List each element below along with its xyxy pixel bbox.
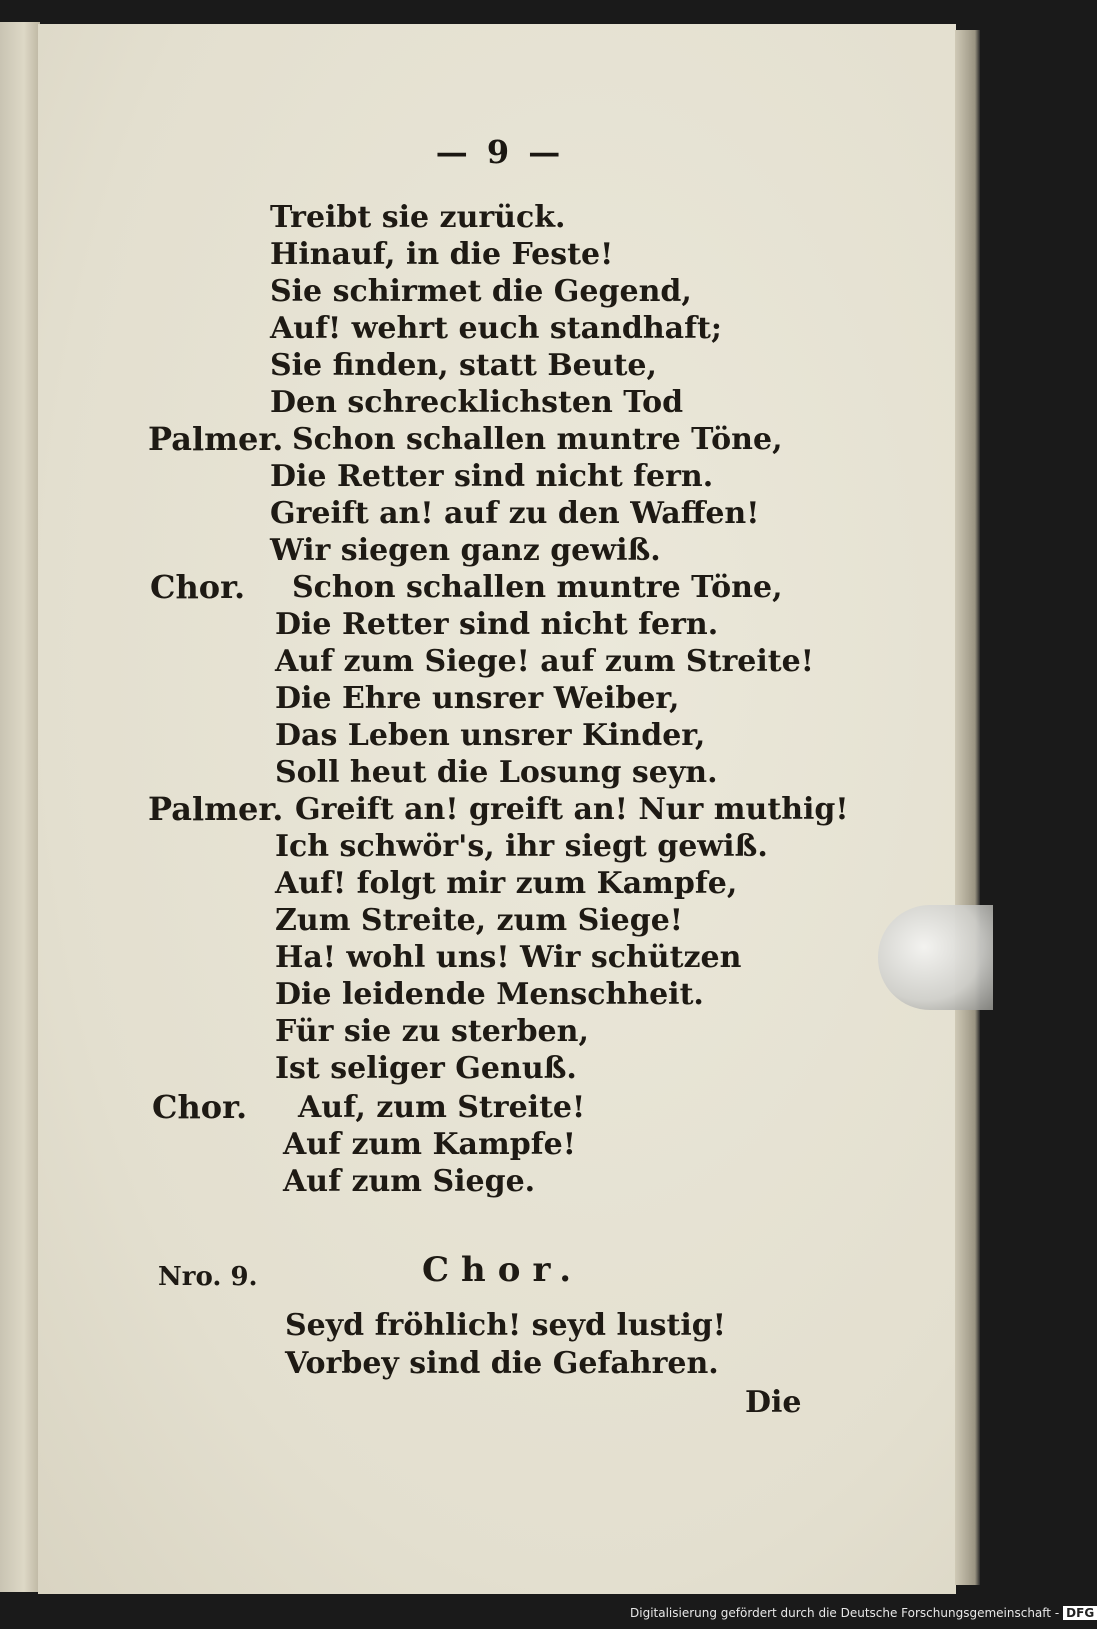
verse-line: Schon schallen muntre Töne, (292, 570, 783, 605)
section-number: Nro. 9. (158, 1262, 258, 1292)
verse-line: Schon schallen muntre Töne, (292, 422, 783, 457)
verse-line: Greift an! greift an! Nur muthig! (295, 792, 849, 827)
speaker-name: Palmer. (148, 790, 284, 828)
verse-line: Die Ehre unsrer Weiber, (275, 681, 680, 716)
verse-line: Auf zum Siege! auf zum Streite! (275, 644, 814, 679)
verse-line: Sie schirmet die Gegend, (270, 274, 692, 309)
verse-line: Hinauf, in die Feste! (270, 237, 614, 272)
footer-text: Digitalisierung gefördert durch die Deutsche Forschungsgemeinschaft - (630, 1606, 1060, 1620)
verse-line: Auf! folgt mir zum Kampfe, (275, 866, 738, 901)
page-edge (955, 30, 980, 1585)
verse-line: Auf zum Kampfe! (283, 1127, 576, 1162)
verse-line: Seyd fröhlich! seyd lustig! (285, 1308, 726, 1343)
speaker-name: Chor. (152, 1088, 248, 1126)
verse-line: Die Retter sind nicht fern. (275, 607, 719, 642)
speaker-name: Palmer. (148, 420, 284, 458)
verse-line: Ich schwör's, ihr siegt gewiß. (275, 829, 768, 864)
verse-line: Den schrecklichsten Tod (270, 385, 684, 420)
verse-line: Soll heut die Losung seyn. (275, 755, 718, 790)
verse-line: Auf, zum Streite! (298, 1090, 586, 1125)
verse-line: Das Leben unsrer Kinder, (275, 718, 706, 753)
verse-line: Die leidende Menschheit. (275, 977, 704, 1012)
verse-line: Die Retter sind nicht fern. (270, 459, 714, 494)
verse-line: Für sie zu sterben, (275, 1014, 589, 1049)
page-number: — 9 — (435, 133, 565, 171)
verse-line: Ha! wohl uns! Wir schützen (275, 940, 742, 975)
verse-line: Wir siegen ganz gewiß. (270, 533, 661, 568)
catchword: Die (745, 1385, 802, 1420)
section-title: Chor. (422, 1250, 584, 1290)
verse-line: Vorbey sind die Gefahren. (285, 1346, 719, 1381)
verse-line: Treibt sie zurück. (270, 200, 566, 235)
verse-line: Auf! wehrt euch standhaft; (270, 311, 722, 346)
dfg-logo: DFG (1063, 1606, 1097, 1620)
book-clamp (878, 905, 993, 1010)
verse-line: Auf zum Siege. (283, 1164, 536, 1199)
digitization-footer (630, 1606, 1097, 1620)
verse-line: Zum Streite, zum Siege! (275, 903, 683, 938)
verse-line: Sie finden, statt Beute, (270, 348, 657, 383)
verse-line: Ist seliger Genuß. (275, 1051, 577, 1086)
facing-page-edge (0, 22, 40, 1592)
speaker-name: Chor. (150, 568, 246, 606)
verse-line: Greift an! auf zu den Waffen! (270, 496, 760, 531)
